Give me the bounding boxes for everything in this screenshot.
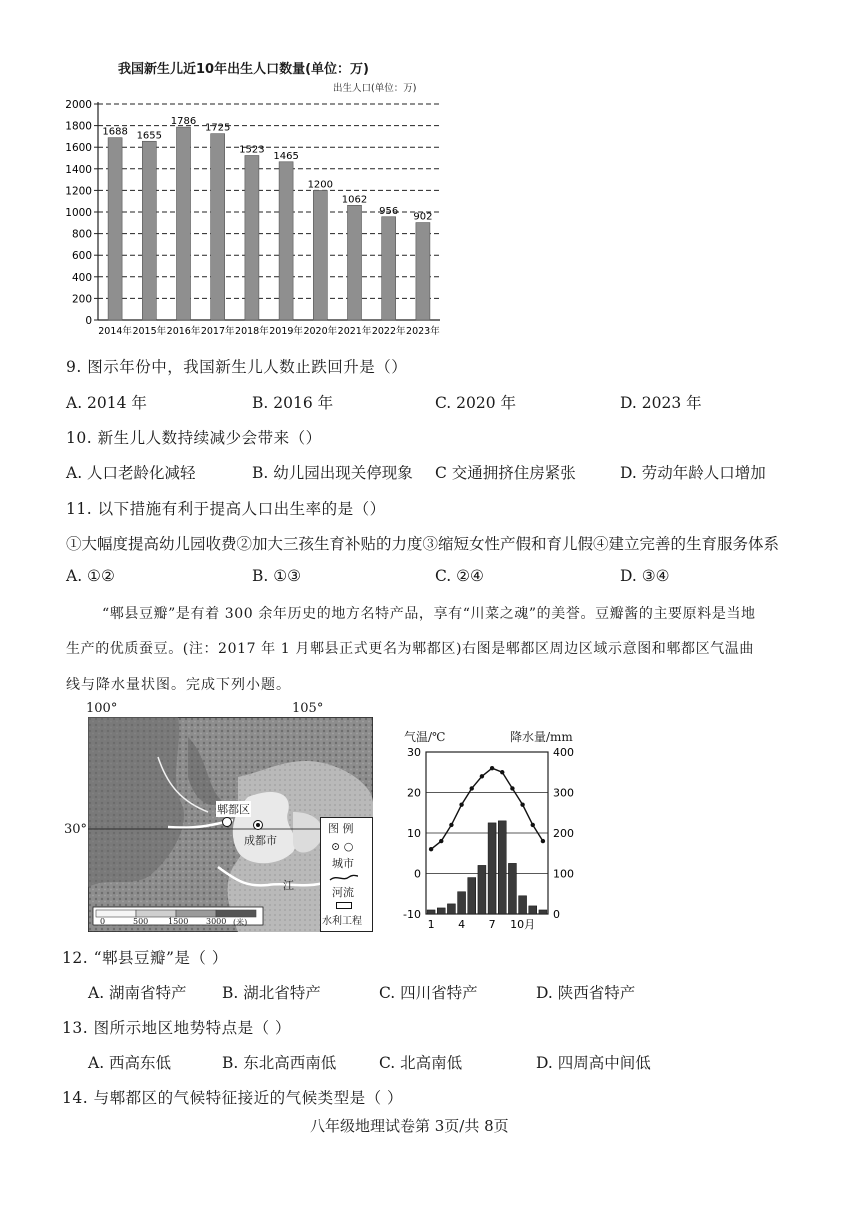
bar-value-label: 1688 — [102, 126, 128, 138]
legend-city-label: 城市 — [332, 857, 354, 870]
temp-point — [480, 774, 484, 778]
x-tick-label: 2017年 — [200, 326, 235, 337]
passage-line-1: “郫县豆瓣”是有着 300 余年历史的地方名特产品，享有“川菜之魂”的美誉。豆瓣酱的主要原料是当地 — [102, 606, 756, 622]
temp-point — [439, 839, 443, 843]
y-tick-label: 1600 — [65, 142, 92, 155]
bar — [382, 217, 396, 320]
question-13-option-c: C. 北高南低 — [379, 1054, 463, 1072]
question-12-option-b: B. 湖北省特产 — [222, 984, 321, 1002]
y-tick-label: 1000 — [65, 207, 92, 219]
river-icon — [329, 873, 359, 883]
temp-point — [459, 802, 463, 806]
question-10-stem: 10. 新生儿人数持续减少会带来（） — [66, 429, 322, 447]
region-map — [88, 717, 373, 932]
y-tick-label: 1800 — [65, 120, 92, 133]
temp-tick-label: -10 — [403, 908, 421, 921]
city-capital-icon: ⊙ — [331, 840, 341, 853]
bar-value-label: 956 — [379, 205, 399, 217]
place-label-pidu: 郫都区 — [217, 803, 250, 816]
question-12-option-d: D. 陕西省特产 — [536, 984, 636, 1002]
precip-tick-label: 300 — [553, 786, 574, 800]
temp-point — [429, 847, 433, 851]
bar — [142, 141, 156, 320]
bar — [313, 190, 327, 320]
temp-point — [470, 786, 474, 790]
x-tick-label: 2014年 — [98, 326, 132, 337]
y-tick-label: 400 — [71, 271, 92, 284]
scale-label-0: 0 — [100, 917, 106, 926]
dam-icon — [336, 902, 352, 909]
legend-river-label: 河流 — [332, 886, 354, 899]
bar — [108, 138, 122, 320]
question-13-option-d: D. 四周高中间低 — [536, 1054, 651, 1072]
page-footer: 八年级地理试卷第 3页/共 8页 — [310, 1117, 509, 1135]
chart-title: 我国新生儿近10年出生人口数量(单位：万) — [118, 62, 369, 77]
x-tick-label: 2018年 — [235, 326, 269, 337]
question-13-option-b: B. 东北高西南低 — [222, 1054, 337, 1072]
legend-city-symbols — [331, 840, 353, 853]
precip-bar — [519, 896, 527, 914]
temp-tick-label: 10 — [407, 827, 421, 840]
question-13-option-a: A. 西高东低 — [88, 1054, 172, 1072]
question-9-option-b: B. 2016 年 — [252, 394, 334, 412]
temp-point — [520, 802, 524, 806]
x-tick-label: 2023年 — [406, 326, 440, 337]
x-tick-label: 2020年 — [303, 326, 338, 337]
x-tick-label: 2019年 — [269, 326, 303, 337]
bar-value-label: 1523 — [239, 144, 265, 156]
temp-point — [510, 786, 514, 790]
temp-tick-label: 30 — [407, 746, 421, 759]
temp-point — [490, 766, 494, 770]
x-tick-label: 2021年 — [337, 326, 372, 337]
scale-label-unit: (米) — [233, 918, 248, 927]
bar-value-label: 902 — [413, 211, 433, 223]
climate-precip-label: 降水量/mm — [510, 730, 573, 744]
question-13-stem: 13. 图所示地区地势特点是（ ） — [62, 1019, 292, 1037]
map-lat: 30° — [64, 822, 88, 837]
question-10-option-d: D. 劳动年龄人口增加 — [620, 464, 766, 482]
x-tick-label: 2022年 — [371, 326, 406, 337]
question-10-option-a: A. 人口老龄化减轻 — [66, 464, 196, 482]
question-10-option-c: C 交通拥挤住房紧张 — [435, 464, 576, 482]
question-11-stem: 11. 以下措施有利于提高人口出生率的是（） — [66, 500, 386, 518]
month-tick-label: 10月 — [510, 918, 536, 931]
bar — [416, 223, 430, 320]
temp-point — [531, 823, 535, 827]
question-9-stem: 9. 图示年份中，我国新生儿人数止跌回升是（） — [66, 358, 408, 376]
temp-tick-label: 20 — [407, 786, 421, 800]
precip-bar — [498, 821, 506, 914]
question-9-option-c: C. 2020 年 — [435, 394, 517, 412]
y-tick-label: 800 — [71, 228, 92, 241]
climate-chart — [398, 740, 588, 935]
precip-bar — [458, 892, 466, 914]
birth-bar-chart — [40, 92, 460, 342]
chart-unit-note: 出生人口(单位：万) — [333, 83, 417, 94]
precip-tick-label: 0 — [553, 908, 560, 921]
precip-bar — [427, 910, 435, 914]
bar — [279, 162, 293, 320]
question-11-option-b: B. ①③ — [252, 567, 302, 585]
precip-bar — [539, 910, 547, 914]
precip-bar — [508, 863, 516, 914]
question-11-statements: ①大幅度提高幼儿园收费②加大三孩生育补贴的力度③缩短女性产假和育儿假④建立完善的生育服务体系 — [66, 535, 780, 553]
question-10-option-b: B. 幼儿园出现关停现象 — [252, 464, 413, 482]
scale-label-1500: 1500 — [168, 917, 189, 926]
legend-dam-label: 水利工程 — [322, 916, 362, 927]
precip-bar — [468, 878, 476, 914]
precip-bar — [437, 908, 445, 914]
question-9-option-d: D. 2023 年 — [620, 394, 702, 412]
river-label: 江 — [283, 879, 294, 892]
question-12-option-c: C. 四川省特产 — [379, 984, 478, 1002]
x-tick-label: 2016年 — [166, 326, 201, 337]
bar — [348, 205, 362, 320]
question-9-option-a: A. 2014 年 — [66, 394, 147, 412]
passage-line-3: 线与降水量状图。完成下列小题。 — [66, 677, 291, 693]
month-tick-label: 1 — [427, 918, 435, 931]
bar — [177, 127, 191, 320]
bar — [211, 134, 225, 320]
city-icon: ○ — [343, 840, 354, 853]
y-tick-label: 600 — [71, 250, 92, 263]
bar-value-label: 1725 — [204, 122, 231, 134]
legend-title: 图 例 — [328, 822, 354, 835]
precip-bar — [529, 906, 537, 914]
y-tick-label: 1200 — [65, 185, 92, 198]
precip-bar — [447, 904, 455, 914]
month-tick-label: 7 — [488, 918, 496, 931]
bar-value-label: 1786 — [170, 116, 197, 128]
map-lon-left: 100° — [86, 701, 118, 716]
bar-value-label: 1465 — [273, 150, 299, 162]
temp-tick-label: 0 — [414, 867, 421, 881]
passage-line-2: 生产的优质蚕豆。(注：2017 年 1 月郫县正式更名为郫都区)右图是郫都区周边区域示意图和郫都区气温曲 — [66, 641, 755, 657]
precip-bar — [478, 865, 486, 914]
bar-value-label: 1655 — [136, 130, 163, 142]
precip-tick-label: 200 — [553, 827, 574, 840]
y-tick-label: 0 — [85, 315, 92, 327]
bar-value-label: 1062 — [341, 194, 368, 206]
scale-label-500: 500 — [133, 917, 149, 926]
temp-line — [431, 768, 543, 849]
y-tick-label: 1400 — [65, 163, 92, 176]
map-legend — [320, 817, 373, 932]
question-11-option-d: D. ③④ — [620, 567, 670, 585]
climate-temp-label: 气温/℃ — [404, 730, 446, 744]
x-tick-label: 2015年 — [132, 326, 167, 337]
month-tick-label: 4 — [458, 918, 466, 931]
scale-label-3000: 3000 — [206, 917, 227, 926]
bar — [245, 156, 259, 320]
precip-tick-label: 100 — [553, 867, 574, 881]
question-11-option-c: C. ②④ — [435, 567, 484, 585]
temp-point — [541, 839, 545, 843]
precip-tick-label: 400 — [553, 746, 574, 759]
city-marker-pidu — [222, 817, 232, 827]
place-label-chengdu: 成都市 — [244, 834, 277, 847]
y-tick-label: 200 — [71, 293, 92, 306]
city-marker-chengdu — [253, 820, 263, 830]
y-tick-label: 2000 — [65, 99, 92, 111]
precip-bar — [488, 823, 496, 914]
map-lon-right: 105° — [292, 701, 324, 716]
temp-point — [449, 823, 453, 827]
question-14-stem: 14. 与郫都区的气候特征接近的气候类型是（ ） — [62, 1089, 404, 1107]
temp-point — [500, 770, 504, 774]
question-12-stem: 12. “郫县豆瓣”是（ ） — [62, 949, 228, 967]
bar-value-label: 1200 — [307, 179, 334, 191]
question-12-option-a: A. 湖南省特产 — [88, 984, 187, 1002]
question-11-option-a: A. ①② — [66, 567, 115, 585]
